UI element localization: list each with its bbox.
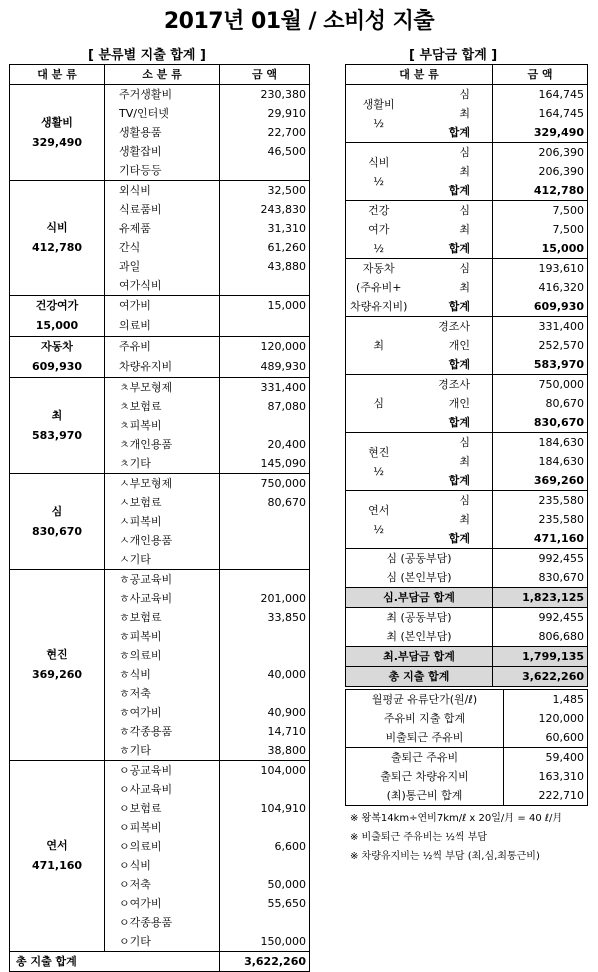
table-row	[346, 709, 588, 728]
burden-row-label: 최	[412, 162, 493, 181]
header-subcategory: 소 분 류	[105, 65, 220, 85]
table-row	[346, 608, 588, 628]
note-line: ※ 차량유지비는 ½씩 부담 (최,심,최통근비)	[350, 851, 540, 862]
category-cell	[10, 337, 105, 378]
category-name: 심	[51, 504, 63, 518]
subcategory-amount: 104,910	[220, 799, 310, 818]
table-row	[10, 474, 310, 494]
subcategory-name: ㅊ개인용품	[105, 435, 220, 454]
header-amount: 금 액	[220, 65, 310, 85]
subcategory-amount: 22,700	[220, 123, 310, 142]
burden-row-label: 최	[412, 278, 493, 297]
burden-row-label: 최	[412, 452, 493, 471]
burden-group-name	[346, 143, 412, 201]
burden-row-label: 합계	[412, 239, 493, 259]
subcategory-amount	[220, 913, 310, 932]
half-share-label: ½	[373, 116, 385, 130]
burden-row-amount: 416,320	[493, 278, 588, 297]
subcategory-name: ㅇ여가비	[105, 894, 220, 913]
header-category: 대 분 류	[10, 65, 105, 85]
burden-table	[345, 64, 588, 687]
burden-row-label: 심	[412, 201, 493, 221]
burden-row-label: 경조사	[412, 317, 493, 337]
burden-group-name	[346, 491, 412, 549]
subcategory-amount	[220, 646, 310, 665]
category-amount: 830,670	[31, 524, 83, 538]
share-label: 심 (본인부담)	[346, 568, 493, 588]
burden-row-label: 최	[412, 510, 493, 529]
category-cell	[10, 181, 105, 296]
category-cell	[10, 296, 105, 337]
note-line: ※ 비출퇴근 주유비는 ½씩 부담	[350, 832, 488, 843]
half-share-label: ½	[373, 174, 385, 188]
subcategory-name: ㅅ기타	[105, 550, 220, 570]
subcategory-name: ㅅ보험료	[105, 493, 220, 512]
subcategory-name: TV/인터넷	[105, 104, 220, 123]
table-row	[10, 378, 310, 398]
subcategory-amount: 32,500	[220, 181, 310, 201]
subcategory-name: ㅅ개인용품	[105, 531, 220, 550]
subcategory-amount: 120,000	[220, 337, 310, 358]
group-label: 심	[373, 397, 385, 410]
total-row	[10, 952, 310, 972]
burden-row-amount: 369,260	[493, 471, 588, 491]
burden-row-amount: 235,580	[493, 491, 588, 511]
subcategory-amount: 33,850	[220, 608, 310, 627]
category-amount: 471,160	[31, 859, 83, 872]
subcategory-amount: 6,600	[220, 837, 310, 856]
share-amount: 830,670	[493, 568, 588, 588]
category-name: 식비	[46, 221, 68, 234]
subcategory-amount: 201,000	[220, 589, 310, 608]
table-row	[10, 181, 310, 201]
table-row	[346, 85, 588, 105]
burden-group-name	[346, 375, 412, 433]
fuel-amount: 59,400	[504, 748, 588, 768]
fuel-label: 출퇴근 주유비	[346, 748, 504, 768]
table-row	[346, 667, 588, 687]
burden-row-amount: 471,160	[493, 529, 588, 549]
category-name: 최	[51, 408, 63, 422]
subcategory-name: ㅎ기타	[105, 741, 220, 761]
fuel-notes	[350, 809, 562, 866]
subcategory-amount: 50,000	[220, 875, 310, 894]
subcategory-name: 의료비	[105, 316, 220, 337]
category-amount: 369,260	[31, 668, 83, 681]
table-row	[346, 647, 588, 667]
subcategory-name: 기타등등	[105, 161, 220, 181]
burden-row-amount: 235,580	[493, 510, 588, 529]
share-label: 총 지출 합계	[346, 667, 493, 687]
subcategory-name: 생활용품	[105, 123, 220, 142]
burden-group-name	[346, 201, 412, 259]
burden-row-amount: 193,610	[493, 259, 588, 279]
share-amount: 3,622,260	[493, 667, 588, 687]
half-share-label: ½	[373, 464, 385, 478]
burden-row-label: 최	[412, 220, 493, 239]
subcategory-amount: 46,500	[220, 142, 310, 161]
subcategory-amount: 38,800	[220, 741, 310, 761]
subcategory-name: 외식비	[105, 181, 220, 201]
category-expense-table	[9, 64, 310, 972]
burden-row-amount: 252,570	[493, 336, 588, 355]
burden-row-label: 최	[412, 104, 493, 123]
total-amount: 3,622,260	[220, 952, 310, 972]
subcategory-amount: 40,000	[220, 665, 310, 684]
burden-row-amount: 164,745	[493, 85, 588, 105]
subcategory-name: ㅅ부모형제	[105, 474, 220, 494]
burden-row-amount: 206,390	[493, 162, 588, 181]
fuel-amount: 222,710	[504, 786, 588, 806]
category-amount: 583,970	[31, 428, 83, 442]
subcategory-amount	[220, 550, 310, 570]
subcategory-amount: 87,080	[220, 397, 310, 416]
table-row	[346, 375, 588, 395]
subcategory-name: ㅊ부모형제	[105, 378, 220, 398]
subcategory-name: ㅊ보험료	[105, 397, 220, 416]
table-row	[346, 143, 588, 163]
subcategory-amount: 43,880	[220, 257, 310, 276]
burden-row-label: 심	[412, 85, 493, 105]
burden-group-name	[346, 85, 412, 143]
burden-row-amount: 184,630	[493, 433, 588, 453]
table-row	[346, 588, 588, 608]
burden-row-amount: 7,500	[493, 220, 588, 239]
burden-row-amount: 412,780	[493, 181, 588, 201]
subcategory-name: ㅇ보험료	[105, 799, 220, 818]
subcategory-amount	[220, 684, 310, 703]
group-label: 생활비	[362, 97, 395, 111]
table-row	[346, 201, 588, 221]
table-row	[346, 491, 588, 511]
table-row	[346, 259, 588, 279]
subcategory-name: ㅎ의료비	[105, 646, 220, 665]
subcategory-amount	[220, 627, 310, 646]
subcategory-amount: 29,910	[220, 104, 310, 123]
subcategory-name: 과일	[105, 257, 220, 276]
table-row	[10, 570, 310, 590]
subcategory-amount	[220, 780, 310, 799]
subcategory-name: ㅊ피복비	[105, 416, 220, 435]
fuel-label: (최)통근비 합계	[346, 786, 504, 806]
fuel-label: 월평균 유류단가(원/ℓ)	[346, 690, 504, 710]
group-label: 자동차	[362, 262, 395, 275]
share-label: 최.부담금 합계	[346, 647, 493, 667]
table-row	[346, 786, 588, 806]
group-label: 식비	[368, 155, 390, 169]
subcategory-amount	[220, 316, 310, 337]
table-row	[10, 296, 310, 317]
share-label: 최 (본인부담)	[346, 627, 493, 647]
category-cell	[10, 761, 105, 952]
burden-row-amount: 750,000	[493, 375, 588, 395]
fuel-amount: 120,000	[504, 709, 588, 728]
fuel-amount: 163,310	[504, 767, 588, 786]
group-label: 여가	[368, 223, 390, 236]
burden-row-amount: 329,490	[493, 123, 588, 143]
category-name: 현진	[46, 648, 68, 661]
burden-row-label: 심	[412, 259, 493, 279]
share-label: 심 (공동부담)	[346, 549, 493, 569]
subcategory-name: ㅇ기타	[105, 932, 220, 952]
table-row	[346, 690, 588, 710]
subcategory-amount: 55,650	[220, 894, 310, 913]
subcategory-name: ㅎ보험료	[105, 608, 220, 627]
burden-row-amount: 331,400	[493, 317, 588, 337]
subcategory-name: ㅇ식비	[105, 856, 220, 875]
burden-row-label: 합계	[412, 413, 493, 433]
subcategory-name: ㅇ저축	[105, 875, 220, 894]
fuel-label: 비출퇴근 주유비	[346, 728, 504, 748]
subcategory-amount: 61,260	[220, 238, 310, 257]
group-label: 차량유지비)	[350, 300, 408, 313]
table-row	[346, 317, 588, 337]
subcategory-amount: 20,400	[220, 435, 310, 454]
total-label: 총 지출 합계	[10, 952, 220, 972]
subcategory-amount: 40,900	[220, 703, 310, 722]
subcategory-amount: 243,830	[220, 200, 310, 219]
subcategory-name: ㅎ피복비	[105, 627, 220, 646]
burden-row-label: 경조사	[412, 375, 493, 395]
fuel-label: 출퇴근 차량유지비	[346, 767, 504, 786]
subcategory-name: 여가식비	[105, 276, 220, 296]
subcategory-name: 여가비	[105, 296, 220, 317]
subcategory-amount	[220, 276, 310, 296]
group-label: 현진	[368, 445, 390, 459]
burden-row-label: 심	[412, 491, 493, 511]
category-cell	[10, 570, 105, 761]
right-section-title: [ 부담금 합계 ]	[409, 48, 498, 63]
subcategory-amount: 80,670	[220, 493, 310, 512]
burden-row-label: 합계	[412, 471, 493, 491]
burden-row-amount: 80,670	[493, 394, 588, 413]
subcategory-name: 주거생활비	[105, 85, 220, 105]
header-burden-amount: 금 액	[493, 65, 588, 85]
subcategory-amount	[220, 818, 310, 837]
subcategory-name: ㅇ의료비	[105, 837, 220, 856]
table-row	[346, 728, 588, 748]
table-row	[346, 549, 588, 569]
table-row	[346, 627, 588, 647]
subcategory-amount: 750,000	[220, 474, 310, 494]
subcategory-amount: 230,380	[220, 85, 310, 105]
table-row	[346, 568, 588, 588]
share-amount: 806,680	[493, 627, 588, 647]
burden-group-name	[346, 259, 412, 317]
subcategory-name: 유제품	[105, 219, 220, 238]
subcategory-name: 생활잡비	[105, 142, 220, 161]
burden-row-amount: 609,930	[493, 297, 588, 317]
burden-row-label: 합계	[412, 355, 493, 375]
category-name: 자동차	[41, 340, 73, 353]
burden-row-label: 합계	[412, 529, 493, 549]
burden-row-amount: 184,630	[493, 452, 588, 471]
burden-row-label: 합계	[412, 181, 493, 201]
subcategory-amount: 331,400	[220, 378, 310, 398]
burden-row-label: 합계	[412, 297, 493, 317]
subcategory-name: ㅎ저축	[105, 684, 220, 703]
share-amount: 1,799,135	[493, 647, 588, 667]
subcategory-amount: 489,930	[220, 357, 310, 378]
subcategory-amount: 31,310	[220, 219, 310, 238]
share-label: 최 (공동부담)	[346, 608, 493, 628]
subcategory-name: ㅎ사교육비	[105, 589, 220, 608]
category-amount: 609,930	[31, 360, 83, 373]
subcategory-amount	[220, 512, 310, 531]
half-share-label: ½	[373, 242, 385, 255]
subcategory-name: ㅎ공교육비	[105, 570, 220, 590]
burden-row-label: 개인	[412, 394, 493, 413]
fuel-table	[345, 689, 588, 806]
half-share-label: ½	[373, 522, 385, 536]
subcategory-name: ㅇ사교육비	[105, 780, 220, 799]
category-amount: 15,000	[35, 319, 79, 332]
burden-row-label: 심	[412, 433, 493, 453]
group-label: (주유비+	[356, 281, 402, 294]
subcategory-name: ㅇ공교육비	[105, 761, 220, 781]
subcategory-amount: 104,000	[220, 761, 310, 781]
table-row	[346, 748, 588, 768]
subcategory-amount	[220, 570, 310, 590]
category-cell	[10, 85, 105, 181]
subcategory-name: ㅅ피복비	[105, 512, 220, 531]
subcategory-amount: 15,000	[220, 296, 310, 317]
subcategory-amount	[220, 416, 310, 435]
table-row	[10, 337, 310, 358]
subcategory-name: 식료품비	[105, 200, 220, 219]
category-amount: 329,490	[31, 135, 83, 149]
share-amount: 1,823,125	[493, 588, 588, 608]
subcategory-name: 주유비	[105, 337, 220, 358]
note-line: ※ 왕복14km÷연비7km/ℓ x 20일/月 = 40 ℓ/月	[350, 813, 563, 824]
subcategory-name: ㅊ기타	[105, 454, 220, 474]
subcategory-amount	[220, 856, 310, 875]
share-amount: 992,455	[493, 549, 588, 569]
burden-row-label: 심	[412, 143, 493, 163]
fuel-amount: 60,600	[504, 728, 588, 748]
category-amount: 412,780	[31, 241, 83, 254]
burden-group-name	[346, 433, 412, 491]
left-section-title: [ 분류별 지출 합계 ]	[88, 48, 206, 63]
group-label: 최	[373, 339, 385, 352]
category-cell	[10, 474, 105, 570]
burden-row-amount: 206,390	[493, 143, 588, 163]
share-amount: 992,455	[493, 608, 588, 628]
burden-row-label: 개인	[412, 336, 493, 355]
table-row	[10, 85, 310, 105]
table-row	[346, 433, 588, 453]
category-name: 연서	[46, 839, 68, 852]
burden-row-amount: 15,000	[493, 239, 588, 259]
page-title: 2017년 01월 / 소비성 지출	[163, 9, 435, 34]
share-label: 심.부담금 합계	[346, 588, 493, 608]
subcategory-amount: 14,710	[220, 722, 310, 741]
subcategory-name: ㅇ피복비	[105, 818, 220, 837]
group-label: 연서	[368, 503, 390, 517]
subcategory-name: ㅇ각종용품	[105, 913, 220, 932]
subcategory-name: ㅎ각종용품	[105, 722, 220, 741]
subcategory-name: 차량유지비	[105, 357, 220, 378]
subcategory-amount: 145,090	[220, 454, 310, 474]
subcategory-name: ㅎ여가비	[105, 703, 220, 722]
table-row	[346, 767, 588, 786]
category-name: 생활비	[41, 115, 73, 129]
category-name: 건강여가	[35, 299, 79, 312]
burden-row-amount: 7,500	[493, 201, 588, 221]
burden-row-amount: 830,670	[493, 413, 588, 433]
subcategory-amount	[220, 531, 310, 550]
burden-row-amount: 583,970	[493, 355, 588, 375]
group-label: 건강	[368, 204, 390, 217]
subcategory-amount: 150,000	[220, 932, 310, 952]
burden-row-label: 합계	[412, 123, 493, 143]
burden-group-name	[346, 317, 412, 375]
subcategory-name: ㅎ식비	[105, 665, 220, 684]
table-row	[10, 761, 310, 781]
fuel-amount: 1,485	[504, 690, 588, 710]
subcategory-amount	[220, 161, 310, 181]
burden-row-amount: 164,745	[493, 104, 588, 123]
fuel-label: 주유비 지출 합계	[346, 709, 504, 728]
subcategory-name: 간식	[105, 238, 220, 257]
header-burden-category: 대 분 류	[346, 65, 493, 85]
category-cell	[10, 378, 105, 474]
